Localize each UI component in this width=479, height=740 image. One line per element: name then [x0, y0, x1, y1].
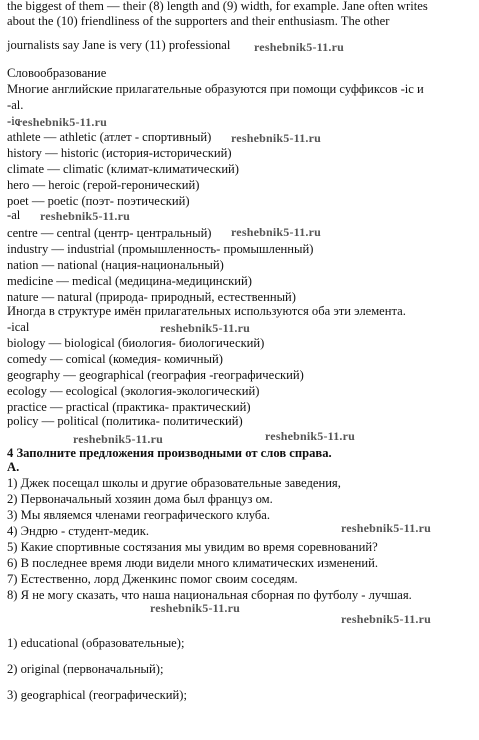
watermark: reshebnik5-11.ru [341, 521, 431, 535]
list-item: medicine — medical (медицина-медицинский) [7, 274, 252, 288]
list-item: industry — industrial (промышленность- промышленный) [7, 242, 314, 256]
list-item: geography — geographical (география -географический) [7, 368, 304, 382]
sentence-item: 4) Эндрю - студент-медик. [7, 524, 149, 538]
both-suffixes-note: Иногда в структуре имён прилагательных используются оба эти элемента. [7, 304, 406, 318]
list-item: poet — poetic (поэт- поэтический) [7, 194, 190, 208]
watermark: reshebnik5-11.ru [40, 209, 130, 223]
sentence-item: 8) Я не могу сказать, что наша национальная сборная по футболу - лучшая. [7, 588, 412, 602]
suffix-ic-label: -ic [7, 114, 21, 128]
answer-item: 1) educational (образовательные); [7, 636, 185, 650]
list-item: nature — natural (природа- природный, естественный) [7, 290, 296, 304]
task-part-label: A. [7, 460, 20, 474]
watermark: reshebnik5-11.ru [341, 612, 431, 626]
sentence-item: 5) Какие спортивные состязания мы увидим во время соревнований? [7, 540, 378, 554]
watermark: reshebnik5-11.ru [231, 225, 321, 239]
list-item: policy — political (политика- политический) [7, 414, 243, 428]
sentence-item: 3) Мы являемся членами географического клуба. [7, 508, 270, 522]
list-item: nation — national (нация-национальный) [7, 258, 224, 272]
watermark: reshebnik5-11.ru [17, 115, 107, 129]
list-item: athlete — athletic (атлет - спортивный) [7, 130, 212, 144]
watermark: reshebnik5-11.ru [231, 131, 321, 145]
answer-item: 2) original (первоначальный); [7, 662, 164, 676]
section-title: Словообразование [7, 66, 107, 80]
answer-item: 3) geographical (географический); [7, 688, 187, 702]
watermark: reshebnik5-11.ru [265, 429, 355, 443]
list-item: centre — central (центр- центральный) [7, 226, 212, 240]
rule-text-line-2: -al. [7, 98, 24, 112]
list-item: hero — heroic (герой-геронический) [7, 178, 200, 192]
list-item: climate — climatic (климат-климатический) [7, 162, 239, 176]
suffix-ical-label: -ical [7, 320, 30, 334]
watermark: reshebnik5-11.ru [160, 321, 250, 335]
watermark: reshebnik5-11.ru [254, 40, 344, 54]
list-item: history — historic (история-исторический) [7, 146, 232, 160]
list-item: biology — biological (биология- биологический) [7, 336, 265, 350]
intro-line-2: about the (10) friendliness of the supporters and their enthusiasm. The other [7, 14, 390, 28]
sentence-item: 6) В последнее время люди видели много климатических изменений. [7, 556, 379, 570]
intro-line-1: the biggest of them — their (8) length and (9) width, for example. Jane often writes [7, 0, 428, 13]
list-item: practice — practical (практика- практический) [7, 400, 251, 414]
list-item: ecology — ecological (экология-экологический) [7, 384, 260, 398]
sentence-item: 7) Естественно, лорд Дженкинс помог своим соседям. [7, 572, 298, 586]
sentence-item: 1) Джек посещал школы и другие образовательные заведения, [7, 476, 341, 490]
list-item: comedy — comical (комедия- комичный) [7, 352, 223, 366]
sentence-item: 2) Первоначальный хозяин дома был француз ом. [7, 492, 273, 506]
watermark: reshebnik5-11.ru [150, 601, 240, 615]
intro-line-3: journalists say Jane is very (11) professional [7, 38, 231, 52]
rule-text-line-1: Многие английские прилагательные образуются при помощи суффиксов -ic и [7, 82, 424, 96]
suffix-al-label: -al [7, 208, 21, 222]
task-title: 4 Заполните предложения производными от слов справа. [7, 446, 332, 460]
watermark: reshebnik5-11.ru [73, 432, 163, 446]
